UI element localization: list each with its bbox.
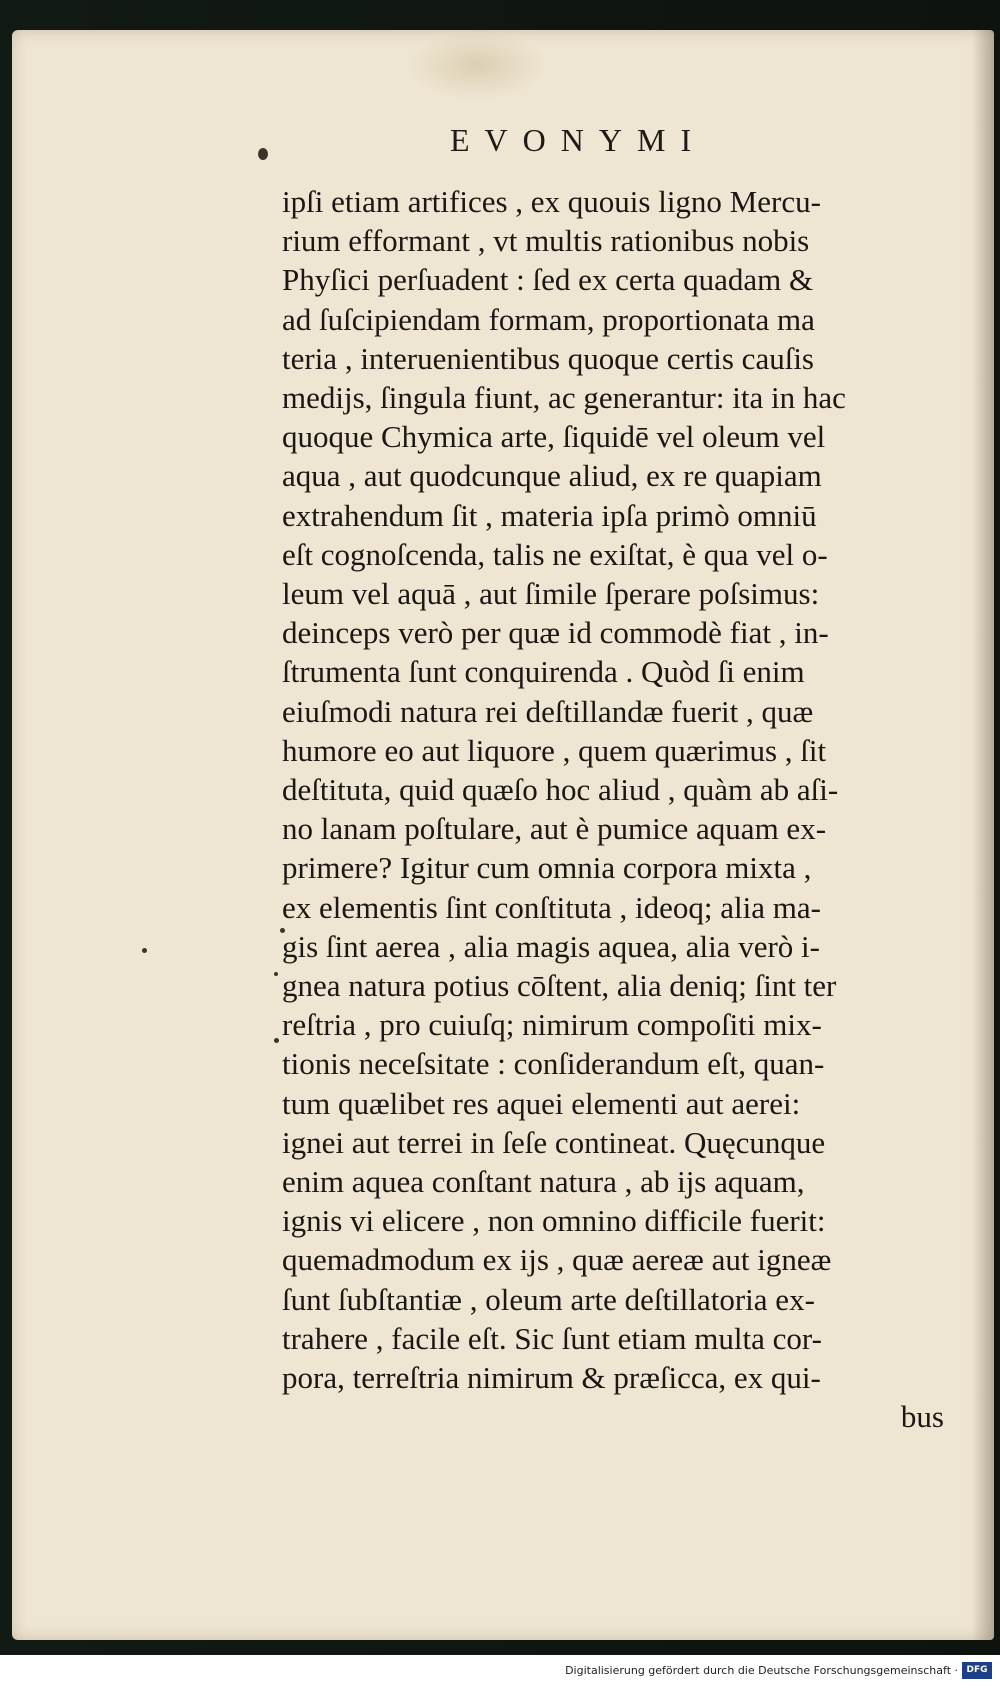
text-line: Phyſici perſuadent : ſed ex certa quadam & bbox=[282, 262, 814, 298]
body-text bbox=[282, 182, 952, 1437]
text-line: deſtituta, quid quæſo hoc aliud , quàm ab aſi- bbox=[282, 772, 839, 808]
ink-blot bbox=[258, 148, 268, 160]
text-line: ipſi etiam artifices , ex quouis ligno Mercu- bbox=[282, 184, 821, 219]
text-line: ſunt ſubſtantiæ , oleum arte deſtillatoria ex- bbox=[282, 1281, 815, 1317]
text-line: ignei aut terrei in ſeſe contineat. Quęcunque bbox=[282, 1124, 826, 1160]
text-line: gis ſint aerea , alia magis aquea, alia verò i- bbox=[282, 928, 820, 964]
text-line: rium efformant , vt multis rationibus nobis bbox=[282, 223, 810, 259]
ink-dot bbox=[274, 972, 278, 976]
text-line: ignis vi elicere , non omnino difficile fuerit: bbox=[282, 1203, 826, 1239]
running-header: EVONYMI bbox=[450, 122, 707, 158]
text-line: ſtrumenta ſunt conquirenda . Quòd ſi enim bbox=[282, 654, 805, 690]
catchword: bus bbox=[900, 1399, 944, 1435]
dfg-logo: DFG bbox=[962, 1662, 992, 1679]
text-line: tionis neceſsitate : conſiderandum eſt, quan- bbox=[282, 1046, 825, 1082]
text-line: ex elementis ſint conſtituta , ideoq; alia ma- bbox=[282, 889, 821, 925]
text-line: eiuſmodi natura rei deſtillandæ fuerit , quæ bbox=[282, 693, 814, 729]
text-line: quoque Chymica arte, ſiquidē vel oleum vel bbox=[282, 419, 826, 455]
text-line: trahere , facile eſt. Sic ſunt etiam multa cor- bbox=[282, 1320, 822, 1356]
text-line: no lanam poſtulare, aut è pumice aquam ex- bbox=[282, 811, 827, 847]
paper-stain bbox=[407, 30, 547, 100]
text-line: humore eo aut liquore , quem quærimus , ſit bbox=[282, 732, 827, 768]
text-line: medijs, ſingula fiunt, ac generantur: ita in hac bbox=[282, 380, 846, 416]
text-line: tum quælibet res aquei elementi aut aerei: bbox=[282, 1085, 801, 1121]
text-line: ad ſuſcipiendam formam, proportionata ma bbox=[282, 301, 815, 337]
text-line: aqua , aut quodcunque aliud, ex re quapiam bbox=[282, 458, 822, 494]
ink-dot bbox=[274, 1038, 279, 1043]
ink-dot bbox=[142, 948, 147, 953]
text-line: enim aquea conſtant natura , ab ijs aquam, bbox=[282, 1164, 805, 1200]
digitization-footer bbox=[0, 1655, 1000, 1688]
text-line: extrahendum ſit , materia ipſa primò omniū bbox=[282, 497, 817, 533]
text-line: pora, terreſtria nimirum & præſicca, ex qui- bbox=[282, 1360, 821, 1396]
text-line: gnea natura potius cōſtent, alia deniq; ſint ter bbox=[282, 968, 837, 1004]
text-line: primere? Igitur cum omnia corpora mixta , bbox=[282, 850, 812, 886]
text-line: teria , interuenientibus quoque certis cauſis bbox=[282, 340, 814, 376]
text-line: deinceps verò per quæ id commodè fiat , in- bbox=[282, 615, 829, 651]
text-line: eſt cognoſcenda, talis ne exiſtat, è qua vel o- bbox=[282, 536, 828, 572]
text-line: quemadmodum ex ijs , quæ aereæ aut igneæ bbox=[282, 1242, 832, 1278]
text-line: reſtria , pro cuiuſq; nimirum compoſiti mix- bbox=[282, 1007, 822, 1043]
funding-notice: Digitalisierung gefördert durch die Deutsche Forschungsgemeinschaft · bbox=[565, 1664, 958, 1677]
text-line: leum vel aquā , aut ſimile ſperare poſsimus: bbox=[282, 576, 820, 612]
